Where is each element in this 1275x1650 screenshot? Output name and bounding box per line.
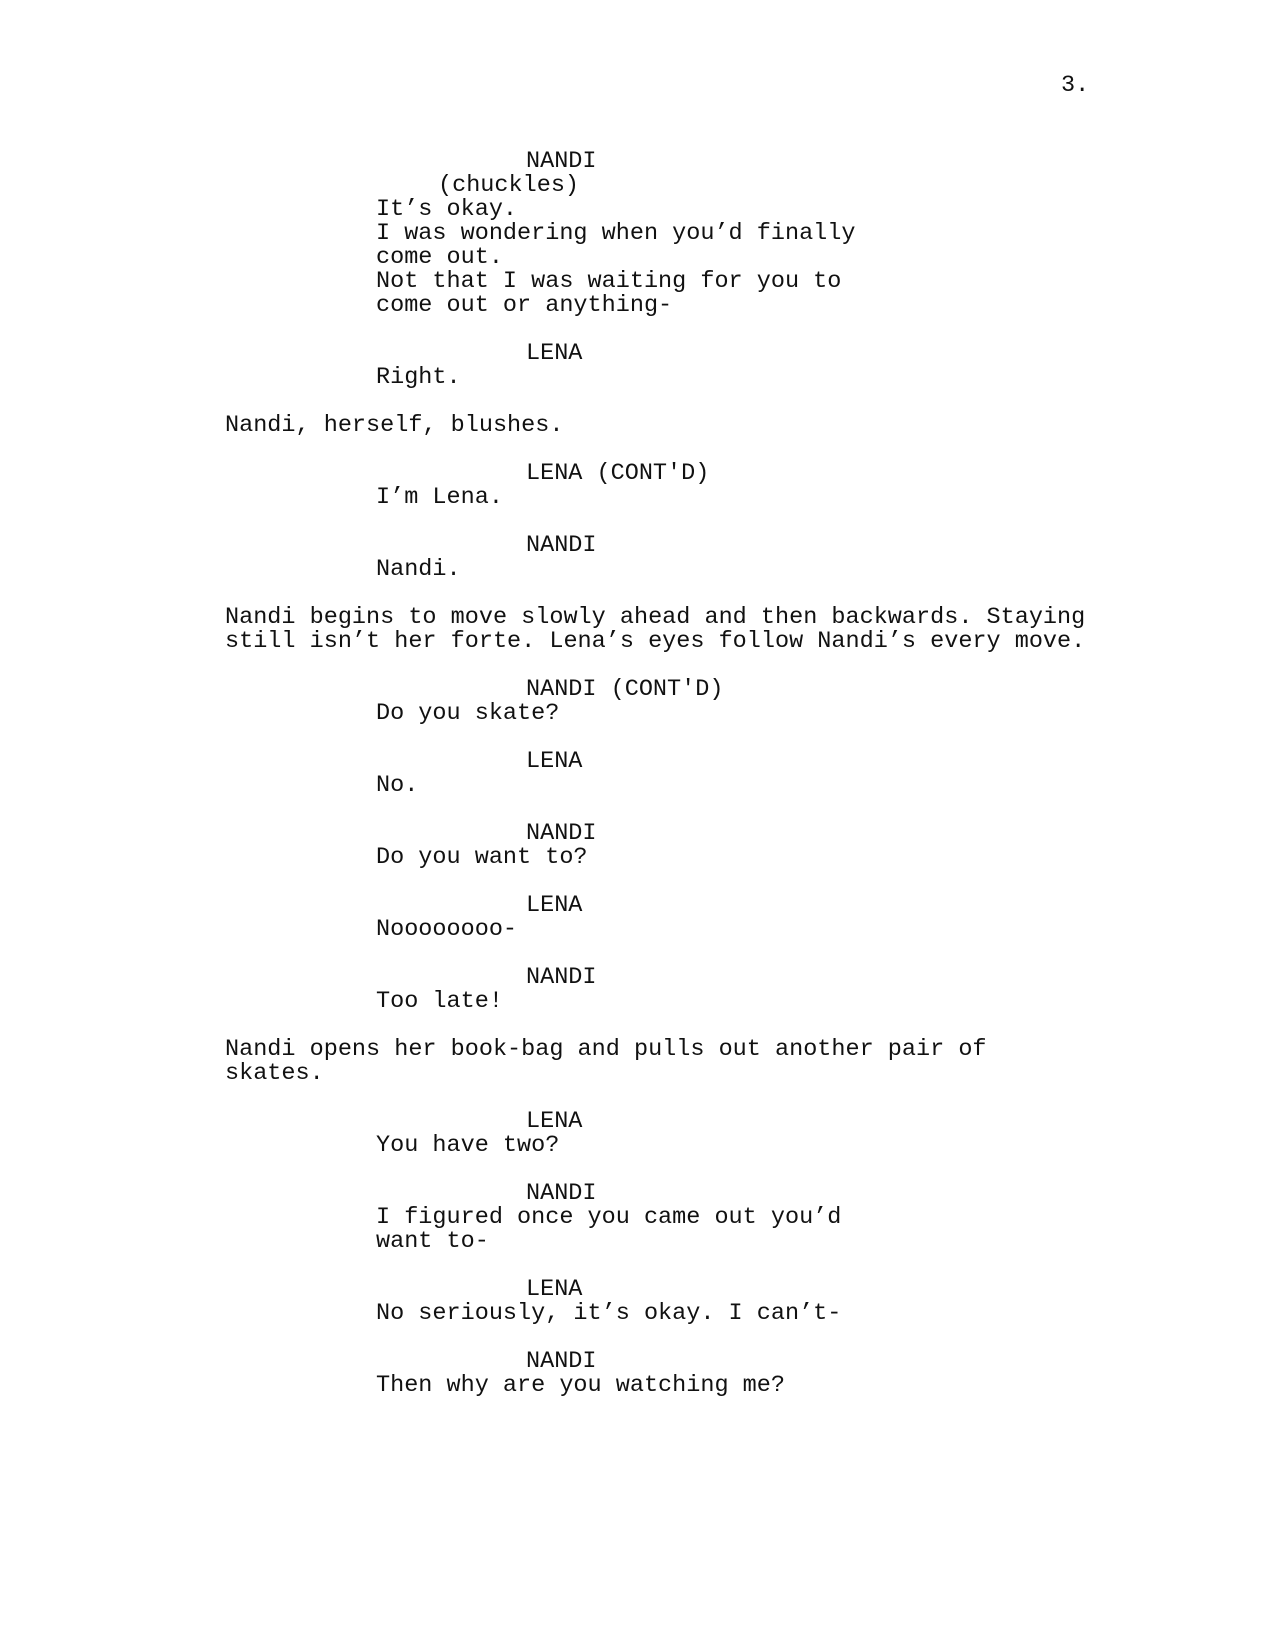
action-line	[225, 414, 1125, 438]
dialogue-block	[0, 678, 1275, 726]
character-name: NANDI	[526, 820, 597, 847]
dialogue-block	[0, 1278, 1275, 1326]
dialogue-line: Do you want to?	[376, 844, 588, 871]
dialogue-block	[0, 462, 1275, 510]
dialogue-line: Noooooooo-	[376, 916, 518, 943]
character-name: LENA	[526, 340, 583, 367]
dialogue-line: I figured once you came out you’d	[376, 1204, 842, 1231]
dialogue-block	[0, 1182, 1275, 1254]
action-line	[225, 1038, 1125, 1086]
character-name: NANDI	[526, 1180, 597, 1207]
dialogue-line: No seriously, it’s okay. I can’t-	[376, 1300, 842, 1327]
dialogue-line: It’s okay.	[376, 196, 518, 223]
dialogue-line: Nandi.	[376, 556, 461, 583]
character-name: LENA (CONT'D)	[526, 460, 710, 487]
dialogue-line: Do you skate?	[376, 700, 560, 727]
action-line	[225, 606, 1125, 654]
character-name: LENA	[526, 892, 583, 919]
character-name: LENA	[526, 1108, 583, 1135]
dialogue-line: want to-	[376, 1228, 489, 1255]
dialogue-block	[0, 894, 1275, 942]
dialogue-line: Too late!	[376, 988, 503, 1015]
action-text: still isn’t her forte. Lena’s eyes follow Nandi’s every move.	[225, 628, 1086, 655]
screenplay-body	[0, 150, 1275, 1398]
character-name: LENA	[526, 1276, 583, 1303]
dialogue-block	[0, 534, 1275, 582]
dialogue-line: I was wondering when you’d finally	[376, 220, 856, 247]
action-text: Nandi opens her book-bag and pulls out another pair of	[225, 1036, 987, 1063]
action-text: Nandi, herself, blushes.	[225, 412, 564, 439]
dialogue-line: You have two?	[376, 1132, 560, 1159]
dialogue-line: I’m Lena.	[376, 484, 503, 511]
dialogue-line: Not that I was waiting for you to	[376, 268, 842, 295]
parenthetical: (chuckles)	[438, 172, 580, 199]
dialogue-line: Then why are you watching me?	[376, 1372, 785, 1399]
dialogue-block	[0, 822, 1275, 870]
character-name: NANDI	[526, 532, 597, 559]
dialogue-line: come out.	[376, 244, 503, 271]
dialogue-line: Right.	[376, 364, 461, 391]
dialogue-block	[0, 750, 1275, 798]
page-number: 3.	[1061, 72, 1090, 99]
character-name: LENA	[526, 748, 583, 775]
dialogue-block	[0, 150, 1275, 318]
dialogue-line: come out or anything-	[376, 292, 673, 319]
action-text: Nandi begins to move slowly ahead and then backwards. Staying	[225, 604, 1086, 631]
character-name: NANDI	[526, 964, 597, 991]
action-text: skates.	[225, 1060, 324, 1087]
character-name: NANDI	[526, 1348, 597, 1375]
dialogue-block	[0, 1110, 1275, 1158]
dialogue-block	[0, 966, 1275, 1014]
dialogue-block	[0, 342, 1275, 390]
character-name: NANDI	[526, 148, 597, 175]
dialogue-line: No.	[376, 772, 419, 799]
character-name: NANDI (CONT'D)	[526, 676, 724, 703]
dialogue-block	[0, 1350, 1275, 1398]
